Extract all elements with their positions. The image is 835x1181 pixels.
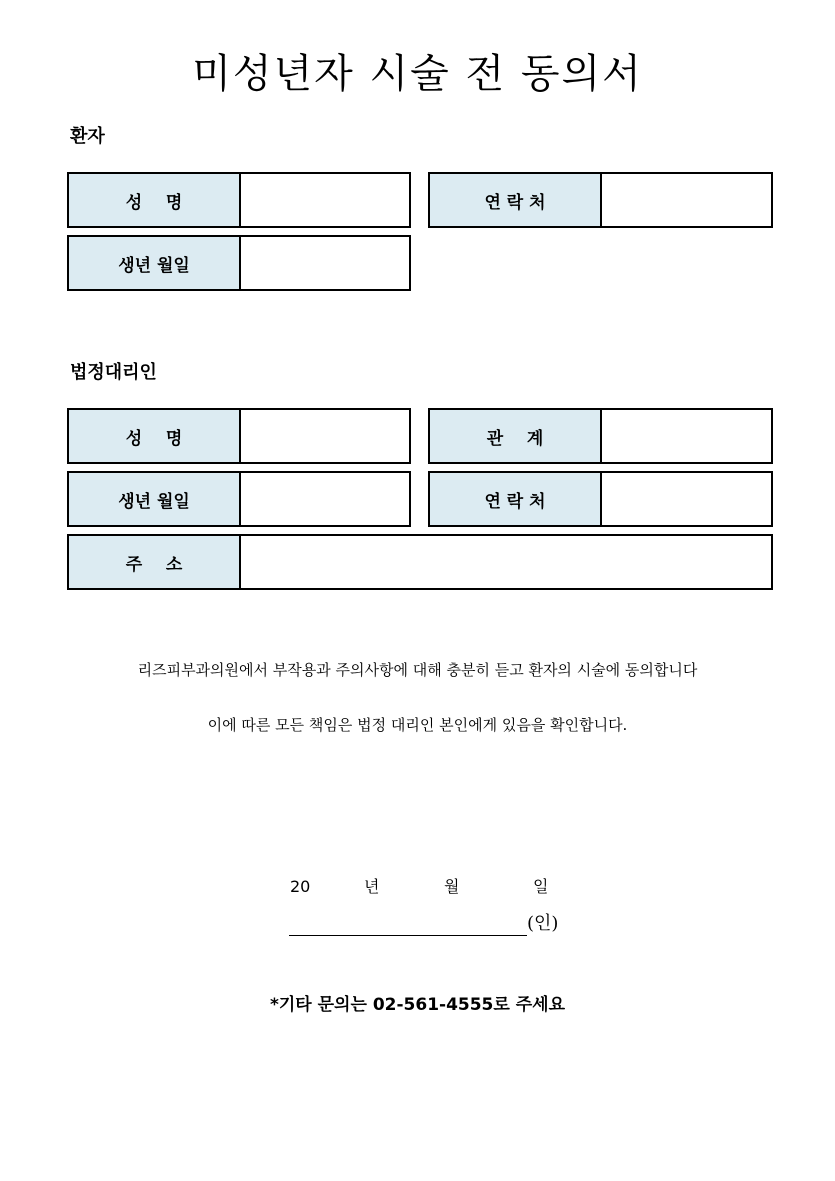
guardian-birth-field[interactable] [241, 473, 409, 525]
guardian-relation-row [428, 408, 773, 464]
guardian-relation-label: 관 계 [430, 410, 602, 462]
patient-birth-label: 생년 월일 [69, 237, 241, 289]
guardian-birth-row [67, 471, 411, 527]
responsibility-statement: 이에 따른 모든 책임은 법정 대리인 본인에게 있음을 확인합니다. [207, 716, 628, 734]
guardian-name-label: 성 명 [69, 410, 241, 462]
guardian-contact-row [428, 471, 773, 527]
contact-note: *기타 문의는 02-561-4555로 주세요 [269, 995, 565, 1015]
guardian-name-field[interactable] [241, 410, 409, 462]
guardian-address-label: 주 소 [69, 536, 241, 588]
guardian-contact-field[interactable] [602, 473, 771, 525]
date-day-label: 일 [533, 877, 549, 896]
patient-birth-field[interactable] [241, 237, 409, 289]
guardian-contact-label: 연 락 처 [430, 473, 602, 525]
patient-name-field[interactable] [241, 174, 409, 226]
patient-contact-row [428, 172, 773, 228]
patient-contact-field[interactable] [602, 174, 771, 226]
patient-section-label: 환자 [70, 126, 105, 147]
seal-mark: (인) [527, 913, 559, 934]
document-title: 미성년자 시술 전 동의서 [192, 51, 643, 97]
guardian-address-row [67, 534, 773, 590]
consent-statement: 리즈피부과의원에서 부작용과 주의사항에 대해 충분히 듣고 환자의 시술에 동의합니다 [137, 661, 698, 679]
guardian-section-label: 법정대리인 [70, 362, 157, 383]
patient-contact-label: 연 락 처 [430, 174, 602, 226]
guardian-relation-field[interactable] [602, 410, 771, 462]
date-year-prefix: 20 [290, 877, 311, 896]
guardian-birth-label: 생년 월일 [69, 473, 241, 525]
date-year-label: 년 [364, 877, 380, 896]
guardian-name-row [67, 408, 411, 464]
patient-name-label: 성 명 [69, 174, 241, 226]
patient-name-row [67, 172, 411, 228]
patient-birth-row [67, 235, 411, 291]
date-month-label: 월 [444, 877, 460, 896]
signature-line[interactable] [289, 935, 527, 936]
guardian-address-field[interactable] [241, 536, 771, 588]
